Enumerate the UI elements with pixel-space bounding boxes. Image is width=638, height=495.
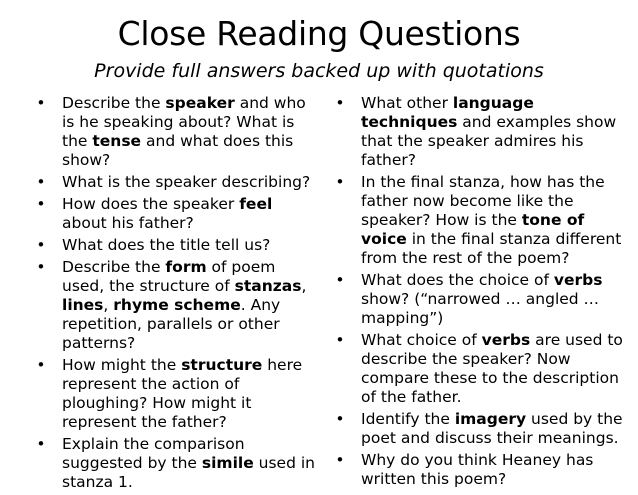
emphasized-term: language techniques bbox=[361, 94, 534, 131]
question-item bbox=[333, 173, 623, 268]
left-question-list bbox=[34, 94, 316, 495]
bullet-icon: • bbox=[335, 173, 345, 191]
question-text bbox=[62, 435, 315, 491]
question-text bbox=[361, 410, 623, 447]
question-text-run: What is the speaker describing? bbox=[62, 173, 311, 191]
emphasized-term: tone of voice bbox=[361, 211, 585, 248]
emphasized-term: tense bbox=[92, 132, 142, 150]
question-item bbox=[34, 173, 316, 192]
bullet-icon: • bbox=[36, 258, 46, 276]
question-text-run: Describe the bbox=[62, 94, 166, 112]
emphasized-term: imagery bbox=[454, 410, 527, 428]
bullet-icon: • bbox=[36, 435, 46, 453]
question-item bbox=[34, 258, 316, 353]
right-question-list bbox=[333, 94, 623, 492]
question-text bbox=[62, 173, 310, 191]
question-text-run: in the final stanza different from the rest of the poem? bbox=[361, 230, 622, 267]
bullet-icon: • bbox=[36, 94, 46, 112]
question-text bbox=[62, 356, 302, 431]
emphasized-term: stanzas bbox=[234, 277, 302, 295]
emphasized-term: rhyme scheme bbox=[113, 296, 241, 314]
question-text bbox=[62, 236, 270, 254]
question-text-run: How might the bbox=[62, 356, 182, 374]
question-item bbox=[34, 94, 316, 170]
question-text bbox=[62, 195, 272, 232]
question-text-run: . Any repetition, parallels or other patterns? bbox=[62, 296, 281, 352]
bullet-icon: • bbox=[335, 410, 345, 428]
bullet-icon: • bbox=[36, 356, 46, 374]
bullet-icon: • bbox=[335, 271, 345, 289]
emphasized-term: structure bbox=[181, 356, 263, 374]
question-text-run: , bbox=[103, 296, 114, 314]
emphasized-term: verbs bbox=[553, 271, 603, 289]
question-text-run: Explain the comparison suggested by the bbox=[62, 435, 245, 472]
emphasized-term: lines bbox=[62, 296, 104, 314]
question-item bbox=[333, 94, 623, 170]
question-text-run: of poem used, the structure of bbox=[62, 258, 276, 295]
bullet-icon: • bbox=[335, 331, 345, 349]
question-text-run: Describe the bbox=[62, 258, 166, 276]
question-item bbox=[34, 195, 316, 233]
question-item bbox=[333, 410, 623, 448]
question-text-run: , bbox=[301, 277, 307, 295]
question-text-run: used in stanza 1. bbox=[62, 454, 315, 491]
question-item bbox=[34, 236, 316, 255]
question-text bbox=[361, 451, 593, 488]
emphasized-term: verbs bbox=[481, 331, 531, 349]
question-text-run: and who is he speaking about? What is the bbox=[62, 94, 306, 150]
question-item bbox=[333, 451, 623, 489]
question-text-run: What does the choice of bbox=[361, 271, 554, 289]
question-text-run: about his father? bbox=[62, 214, 194, 232]
question-text-run: used by the poet and discuss their meanings. bbox=[361, 410, 623, 447]
question-text-run: What other bbox=[361, 94, 453, 112]
question-text-run: In the final stanza, how has the father now become like the speaker? How is the bbox=[361, 173, 605, 229]
bullet-icon: • bbox=[335, 94, 345, 112]
question-text-run: show? (“narrowed … angled … mapping”) bbox=[361, 290, 600, 327]
question-text bbox=[361, 331, 623, 406]
question-text bbox=[361, 173, 621, 267]
question-item bbox=[333, 331, 623, 407]
bullet-icon: • bbox=[36, 236, 46, 254]
question-item bbox=[333, 271, 623, 328]
question-text-run: are used to describe the speaker? Now compare these to the description of the father. bbox=[361, 331, 623, 406]
question-text-run: How does the speaker bbox=[62, 195, 240, 213]
question-text-run: Why do you think Heaney has written this poem? bbox=[361, 451, 594, 488]
question-text-run: What choice of bbox=[361, 331, 482, 349]
bullet-icon: • bbox=[36, 195, 46, 213]
question-text bbox=[62, 94, 306, 169]
emphasized-term: feel bbox=[239, 195, 273, 213]
question-text bbox=[361, 94, 616, 169]
slide-title: Close Reading Questions bbox=[117, 14, 521, 53]
question-text-run: and what does this show? bbox=[62, 132, 294, 169]
emphasized-term: speaker bbox=[165, 94, 235, 112]
bullet-icon: • bbox=[36, 173, 46, 191]
question-text-run: here represent the action of ploughing? How might it represent the father? bbox=[62, 356, 303, 431]
question-text bbox=[361, 271, 602, 327]
question-text-run: and examples show that the speaker admires his father? bbox=[361, 113, 617, 169]
question-text-run: Identify the bbox=[361, 410, 455, 428]
question-text bbox=[62, 258, 306, 352]
question-text-run: What does the title tell us? bbox=[62, 236, 271, 254]
slide-subtitle: Provide full answers backed up with quotations bbox=[94, 60, 544, 82]
question-item bbox=[34, 356, 316, 432]
question-item bbox=[34, 435, 316, 492]
emphasized-term: form bbox=[165, 258, 207, 276]
emphasized-term: simile bbox=[201, 454, 254, 472]
bullet-icon: • bbox=[335, 451, 345, 469]
